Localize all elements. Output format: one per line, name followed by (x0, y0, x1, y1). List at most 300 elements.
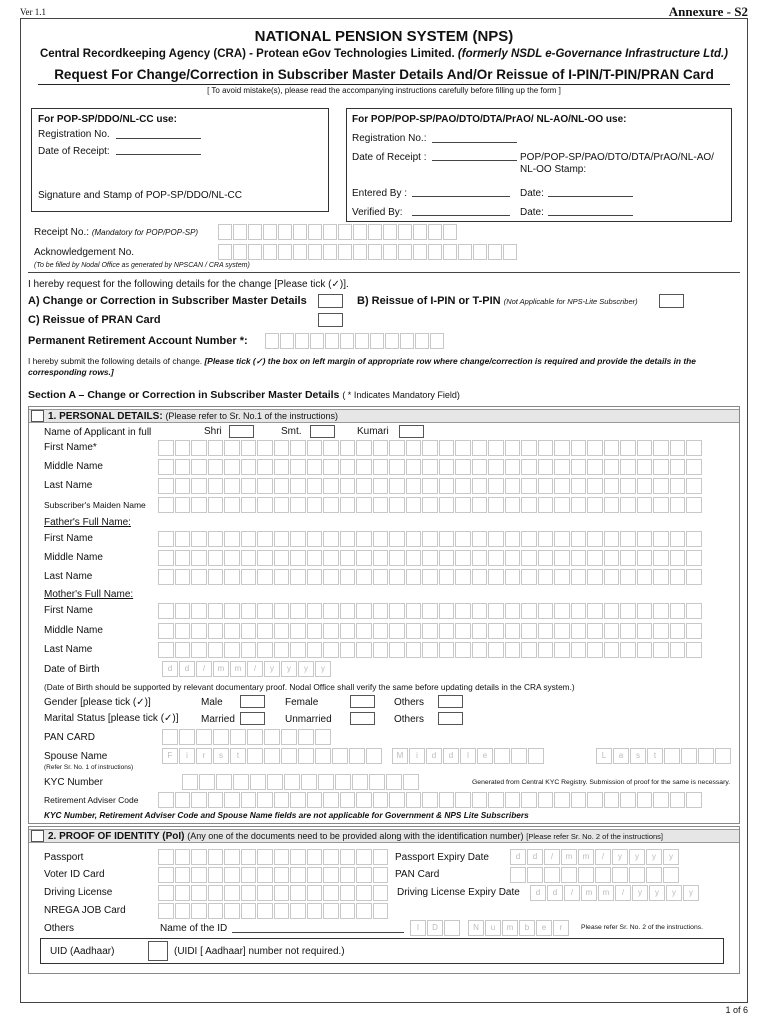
char-cell[interactable] (175, 478, 191, 494)
char-cell[interactable] (257, 459, 273, 475)
char-cell[interactable] (224, 903, 240, 919)
unmarried-checkbox[interactable] (350, 712, 375, 725)
char-cell[interactable] (247, 729, 263, 745)
char-cell[interactable] (191, 531, 207, 547)
char-cell[interactable] (340, 478, 356, 494)
char-cell[interactable] (158, 867, 174, 883)
char-cell[interactable] (503, 244, 517, 260)
char-cell[interactable] (473, 244, 487, 260)
char-cell[interactable] (505, 603, 521, 619)
char-cell[interactable] (587, 531, 603, 547)
char-cell[interactable] (175, 440, 191, 456)
char-cell[interactable] (191, 603, 207, 619)
father-middle-cells[interactable] (158, 550, 703, 566)
char-cell[interactable] (561, 867, 577, 883)
char-cell[interactable] (158, 550, 174, 566)
char-cell[interactable] (290, 623, 306, 639)
char-cell[interactable] (686, 531, 702, 547)
char-cell[interactable] (653, 497, 669, 513)
char-cell[interactable] (637, 603, 653, 619)
char-cell[interactable] (505, 497, 521, 513)
char-cell[interactable] (191, 642, 207, 658)
char-cell[interactable] (290, 603, 306, 619)
char-cell[interactable]: m (561, 849, 577, 865)
char-cell[interactable]: M (392, 748, 408, 764)
char-cell[interactable] (389, 478, 405, 494)
char-cell[interactable] (715, 748, 731, 764)
char-cell[interactable] (428, 224, 442, 240)
char-cell[interactable]: i (179, 748, 195, 764)
identity-checkbox[interactable] (31, 830, 44, 842)
char-cell[interactable] (308, 244, 322, 260)
char-cell[interactable] (439, 792, 455, 808)
char-cell[interactable] (637, 569, 653, 585)
char-cell[interactable] (175, 569, 191, 585)
char-cell[interactable] (653, 459, 669, 475)
char-cell[interactable] (389, 497, 405, 513)
char-cell[interactable] (472, 792, 488, 808)
char-cell[interactable] (257, 550, 273, 566)
nrega-cells[interactable] (158, 903, 389, 919)
char-cell[interactable] (604, 497, 620, 513)
char-cell[interactable] (653, 569, 669, 585)
char-cell[interactable] (353, 244, 367, 260)
char-cell[interactable] (521, 440, 537, 456)
char-cell[interactable]: L (596, 748, 612, 764)
char-cell[interactable] (257, 867, 273, 883)
char-cell[interactable] (587, 459, 603, 475)
char-cell[interactable] (538, 478, 554, 494)
char-cell[interactable] (191, 623, 207, 639)
char-cell[interactable] (510, 867, 526, 883)
char-cell[interactable] (373, 849, 389, 865)
char-cell[interactable] (686, 459, 702, 475)
char-cell[interactable] (527, 867, 543, 883)
char-cell[interactable] (389, 642, 405, 658)
others-number-cells[interactable] (468, 920, 570, 936)
char-cell[interactable]: r (553, 920, 569, 936)
char-cell[interactable] (389, 623, 405, 639)
char-cell[interactable] (338, 244, 352, 260)
char-cell[interactable] (355, 333, 369, 349)
char-cell[interactable] (216, 774, 232, 790)
char-cell[interactable] (620, 497, 636, 513)
char-cell[interactable] (587, 550, 603, 566)
char-cell[interactable]: m (502, 920, 518, 936)
char-cell[interactable] (179, 729, 195, 745)
char-cell[interactable]: m (581, 885, 597, 901)
char-cell[interactable] (340, 623, 356, 639)
char-cell[interactable] (587, 440, 603, 456)
char-cell[interactable] (308, 224, 322, 240)
char-cell[interactable] (199, 774, 215, 790)
char-cell[interactable] (323, 792, 339, 808)
char-cell[interactable] (472, 569, 488, 585)
char-cell[interactable] (307, 478, 323, 494)
char-cell[interactable] (224, 867, 240, 883)
char-cell[interactable] (332, 748, 348, 764)
char-cell[interactable] (281, 729, 297, 745)
char-cell[interactable] (455, 497, 471, 513)
char-cell[interactable] (257, 623, 273, 639)
char-cell[interactable] (293, 244, 307, 260)
char-cell[interactable] (538, 603, 554, 619)
char-cell[interactable] (587, 497, 603, 513)
char-cell[interactable] (620, 459, 636, 475)
char-cell[interactable] (233, 244, 247, 260)
char-cell[interactable] (241, 478, 257, 494)
char-cell[interactable] (406, 531, 422, 547)
char-cell[interactable] (554, 792, 570, 808)
char-cell[interactable] (670, 478, 686, 494)
char-cell[interactable] (340, 333, 354, 349)
char-cell[interactable] (247, 748, 263, 764)
char-cell[interactable] (455, 459, 471, 475)
char-cell[interactable] (175, 792, 191, 808)
char-cell[interactable] (554, 478, 570, 494)
char-cell[interactable]: y (666, 885, 682, 901)
char-cell[interactable] (637, 497, 653, 513)
char-cell[interactable] (670, 459, 686, 475)
char-cell[interactable] (274, 569, 290, 585)
char-cell[interactable] (290, 497, 306, 513)
char-cell[interactable] (241, 867, 257, 883)
pan-card-cells[interactable] (510, 867, 680, 883)
char-cell[interactable] (398, 244, 412, 260)
char-cell[interactable] (356, 903, 372, 919)
char-cell[interactable] (406, 550, 422, 566)
char-cell[interactable] (604, 623, 620, 639)
char-cell[interactable] (422, 459, 438, 475)
char-cell[interactable] (595, 867, 611, 883)
char-cell[interactable] (472, 440, 488, 456)
char-cell[interactable] (571, 440, 587, 456)
char-cell[interactable] (356, 550, 372, 566)
adviser-cells[interactable] (158, 792, 703, 808)
char-cell[interactable]: e (477, 748, 493, 764)
char-cell[interactable] (571, 459, 587, 475)
char-cell[interactable] (274, 792, 290, 808)
char-cell[interactable] (413, 244, 427, 260)
char-cell[interactable] (323, 849, 339, 865)
char-cell[interactable]: y (663, 849, 679, 865)
char-cell[interactable] (340, 792, 356, 808)
others-id-cells[interactable] (410, 920, 461, 936)
char-cell[interactable] (637, 478, 653, 494)
char-cell[interactable] (439, 642, 455, 658)
char-cell[interactable]: m (213, 661, 229, 677)
marital-others-checkbox[interactable] (438, 712, 463, 725)
char-cell[interactable] (307, 550, 323, 566)
char-cell[interactable] (191, 792, 207, 808)
char-cell[interactable]: s (630, 748, 646, 764)
char-cell[interactable] (620, 550, 636, 566)
married-checkbox[interactable] (240, 712, 265, 725)
char-cell[interactable] (398, 224, 412, 240)
char-cell[interactable] (439, 459, 455, 475)
receipt-number-cells[interactable] (218, 224, 458, 240)
char-cell[interactable] (175, 550, 191, 566)
char-cell[interactable] (338, 224, 352, 240)
char-cell[interactable] (290, 531, 306, 547)
mother-middle-cells[interactable] (158, 623, 703, 639)
char-cell[interactable] (301, 774, 317, 790)
char-cell[interactable] (587, 603, 603, 619)
char-cell[interactable] (307, 642, 323, 658)
char-cell[interactable] (629, 867, 645, 883)
char-cell[interactable] (587, 792, 603, 808)
char-cell[interactable] (604, 792, 620, 808)
char-cell[interactable] (488, 531, 504, 547)
char-cell[interactable] (422, 623, 438, 639)
char-cell[interactable] (554, 603, 570, 619)
char-cell[interactable] (389, 459, 405, 475)
char-cell[interactable] (340, 885, 356, 901)
char-cell[interactable] (455, 569, 471, 585)
char-cell[interactable] (686, 569, 702, 585)
char-cell[interactable] (521, 497, 537, 513)
char-cell[interactable] (406, 459, 422, 475)
char-cell[interactable] (458, 244, 472, 260)
char-cell[interactable] (670, 623, 686, 639)
char-cell[interactable] (455, 623, 471, 639)
char-cell[interactable] (257, 440, 273, 456)
female-checkbox[interactable] (350, 695, 375, 708)
char-cell[interactable] (241, 531, 257, 547)
char-cell[interactable]: d (547, 885, 563, 901)
char-cell[interactable] (554, 531, 570, 547)
char-cell[interactable] (505, 569, 521, 585)
char-cell[interactable]: I (410, 920, 426, 936)
char-cell[interactable] (406, 792, 422, 808)
char-cell[interactable] (318, 774, 334, 790)
char-cell[interactable] (158, 478, 174, 494)
char-cell[interactable] (257, 903, 273, 919)
char-cell[interactable] (356, 849, 372, 865)
first-name-cells[interactable] (158, 440, 703, 456)
char-cell[interactable] (637, 440, 653, 456)
male-checkbox[interactable] (240, 695, 265, 708)
char-cell[interactable] (670, 603, 686, 619)
char-cell[interactable] (278, 244, 292, 260)
char-cell[interactable]: u (485, 920, 501, 936)
char-cell[interactable] (349, 748, 365, 764)
char-cell[interactable] (488, 642, 504, 658)
char-cell[interactable] (455, 642, 471, 658)
char-cell[interactable] (670, 531, 686, 547)
char-cell[interactable] (653, 603, 669, 619)
char-cell[interactable] (224, 440, 240, 456)
char-cell[interactable] (356, 440, 372, 456)
char-cell[interactable] (158, 603, 174, 619)
char-cell[interactable] (158, 849, 174, 865)
char-cell[interactable] (356, 531, 372, 547)
char-cell[interactable] (472, 603, 488, 619)
char-cell[interactable] (307, 623, 323, 639)
char-cell[interactable] (274, 478, 290, 494)
char-cell[interactable] (571, 569, 587, 585)
char-cell[interactable] (323, 903, 339, 919)
char-cell[interactable] (386, 774, 402, 790)
char-cell[interactable]: y (281, 661, 297, 677)
char-cell[interactable] (653, 478, 669, 494)
char-cell[interactable] (257, 497, 273, 513)
char-cell[interactable] (389, 792, 405, 808)
last-name-cells[interactable] (158, 478, 703, 494)
char-cell[interactable] (264, 729, 280, 745)
char-cell[interactable] (455, 531, 471, 547)
char-cell[interactable] (686, 440, 702, 456)
char-cell[interactable] (686, 642, 702, 658)
char-cell[interactable] (505, 531, 521, 547)
char-cell[interactable] (356, 459, 372, 475)
char-cell[interactable]: / (544, 849, 560, 865)
char-cell[interactable]: l (460, 748, 476, 764)
char-cell[interactable] (521, 569, 537, 585)
char-cell[interactable] (406, 478, 422, 494)
char-cell[interactable] (620, 603, 636, 619)
spouse-last-cells[interactable] (596, 748, 732, 764)
char-cell[interactable] (257, 642, 273, 658)
char-cell[interactable] (505, 642, 521, 658)
char-cell[interactable] (298, 729, 314, 745)
char-cell[interactable] (406, 642, 422, 658)
char-cell[interactable] (356, 603, 372, 619)
char-cell[interactable] (274, 459, 290, 475)
char-cell[interactable] (604, 531, 620, 547)
char-cell[interactable] (389, 569, 405, 585)
char-cell[interactable] (298, 748, 314, 764)
char-cell[interactable] (664, 748, 680, 764)
char-cell[interactable] (323, 478, 339, 494)
char-cell[interactable] (241, 497, 257, 513)
char-cell[interactable] (158, 440, 174, 456)
char-cell[interactable] (505, 792, 521, 808)
char-cell[interactable] (373, 497, 389, 513)
char-cell[interactable]: y (264, 661, 280, 677)
gender-others-checkbox[interactable] (438, 695, 463, 708)
char-cell[interactable] (224, 550, 240, 566)
char-cell[interactable] (620, 792, 636, 808)
passport-expiry-cells[interactable] (510, 849, 680, 865)
char-cell[interactable] (439, 478, 455, 494)
char-cell[interactable] (604, 440, 620, 456)
char-cell[interactable] (620, 531, 636, 547)
char-cell[interactable] (373, 623, 389, 639)
char-cell[interactable]: D (427, 920, 443, 936)
char-cell[interactable] (175, 531, 191, 547)
char-cell[interactable]: d (530, 885, 546, 901)
char-cell[interactable] (578, 867, 594, 883)
char-cell[interactable] (653, 642, 669, 658)
char-cell[interactable] (637, 550, 653, 566)
char-cell[interactable] (224, 623, 240, 639)
char-cell[interactable] (340, 569, 356, 585)
char-cell[interactable] (472, 478, 488, 494)
char-cell[interactable] (571, 792, 587, 808)
char-cell[interactable]: m (578, 849, 594, 865)
char-cell[interactable] (521, 623, 537, 639)
char-cell[interactable] (340, 603, 356, 619)
char-cell[interactable] (356, 497, 372, 513)
char-cell[interactable] (538, 642, 554, 658)
char-cell[interactable] (241, 550, 257, 566)
char-cell[interactable] (521, 531, 537, 547)
char-cell[interactable] (554, 623, 570, 639)
option-b-checkbox[interactable] (659, 294, 684, 308)
char-cell[interactable] (290, 885, 306, 901)
char-cell[interactable] (224, 531, 240, 547)
char-cell[interactable] (274, 623, 290, 639)
char-cell[interactable] (208, 867, 224, 883)
char-cell[interactable] (370, 333, 384, 349)
char-cell[interactable] (698, 748, 714, 764)
char-cell[interactable] (686, 603, 702, 619)
char-cell[interactable] (653, 531, 669, 547)
char-cell[interactable] (284, 774, 300, 790)
char-cell[interactable] (455, 440, 471, 456)
char-cell[interactable] (521, 792, 537, 808)
char-cell[interactable] (224, 792, 240, 808)
maiden-name-cells[interactable] (158, 497, 703, 513)
char-cell[interactable] (175, 867, 191, 883)
char-cell[interactable] (224, 569, 240, 585)
char-cell[interactable] (686, 497, 702, 513)
char-cell[interactable] (554, 569, 570, 585)
char-cell[interactable] (162, 729, 178, 745)
char-cell[interactable] (366, 748, 382, 764)
char-cell[interactable] (488, 440, 504, 456)
char-cell[interactable] (637, 531, 653, 547)
char-cell[interactable] (528, 748, 544, 764)
char-cell[interactable] (323, 642, 339, 658)
char-cell[interactable] (224, 885, 240, 901)
char-cell[interactable] (369, 774, 385, 790)
char-cell[interactable] (175, 497, 191, 513)
char-cell[interactable] (340, 550, 356, 566)
char-cell[interactable] (335, 774, 351, 790)
pran-cells[interactable] (265, 333, 445, 349)
char-cell[interactable] (274, 497, 290, 513)
char-cell[interactable] (208, 885, 224, 901)
char-cell[interactable] (521, 478, 537, 494)
char-cell[interactable] (428, 244, 442, 260)
char-cell[interactable] (356, 885, 372, 901)
char-cell[interactable] (208, 849, 224, 865)
char-cell[interactable] (455, 603, 471, 619)
smt-checkbox[interactable] (310, 425, 335, 438)
char-cell[interactable]: b (519, 920, 535, 936)
char-cell[interactable] (505, 623, 521, 639)
char-cell[interactable] (158, 497, 174, 513)
char-cell[interactable] (356, 867, 372, 883)
char-cell[interactable] (604, 550, 620, 566)
char-cell[interactable] (571, 642, 587, 658)
char-cell[interactable] (538, 497, 554, 513)
char-cell[interactable] (158, 792, 174, 808)
char-cell[interactable] (191, 569, 207, 585)
option-c-checkbox[interactable] (318, 313, 343, 327)
char-cell[interactable] (637, 642, 653, 658)
char-cell[interactable] (353, 224, 367, 240)
char-cell[interactable] (191, 885, 207, 901)
char-cell[interactable] (175, 603, 191, 619)
char-cell[interactable]: / (564, 885, 580, 901)
char-cell[interactable] (241, 459, 257, 475)
char-cell[interactable] (373, 792, 389, 808)
char-cell[interactable] (472, 531, 488, 547)
char-cell[interactable] (208, 569, 224, 585)
